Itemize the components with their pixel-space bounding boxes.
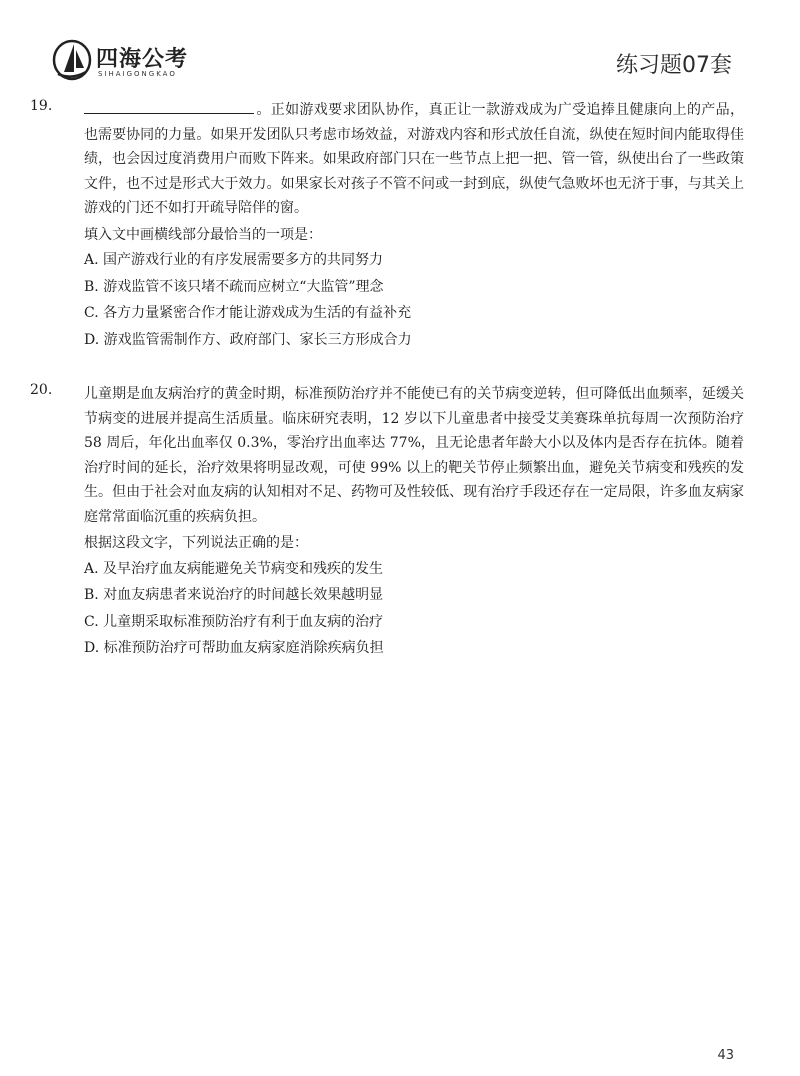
stem-text: 正如游戏要求团队协作，真正让一款游戏成为广受追捧且健康向上的产品，也需要协同的力量。如果开发团队只考虑市场效益，对游戏内容和形式放任自流，纵使在短时间内能取得佳绩，也会因过度消费用户而败下阵来。如果政府部门只在一些节点上把一把、管一管，纵使出台了一些政策文件，也不过是形式大于效力。如果家长对孩子不管不问或一封到底，纵使气急败坏也无济于事，与其关上游戏的门还不如打开疏导陪伴的窗。 [84,102,745,216]
page-header [0,0,800,100]
stem-text: 儿童期是血友病治疗的黄金时期，标准预防治疗并不能使已有的关节病变逆转，但可降低出血频率，延缓关节病变的进展并提高生活质量。临床研究表明，12 岁以下儿童患者中接受艾美赛珠单抗每周一次预防治疗 58 周后，年化出血率仅 0.3%，零治疗出血率达 77%，且无论患者年龄大小以及体内是否存在抗体。随着治疗时间的延长，治疗效果将明显改观，可使 99% 以上的靶关节停止频繁出血，避免关节病变和残疾的发生。但由于社会对血友病的认知相对不足、药物可及性较低、现有治疗手段还存在一定局限，许多血友病家庭常常面临沉重的疾病负担。 [84,386,744,525]
logo-name: 四海公考 [96,47,189,72]
option-d[interactable]: D. 标准预防治疗可帮助血友病家庭消除疾病负担 [84,640,384,656]
option-a[interactable]: A. 及早治疗血友病能避免关节病变和残疾的发生 [84,560,384,577]
answer-blank [84,99,254,114]
question-stem [84,382,744,662]
option-b[interactable]: B. 对血友病患者来说治疗的时间越长效果越明显 [84,587,384,603]
option-a[interactable]: A. 国产游戏行业的有序发展需要多方的共同努力 [84,252,384,268]
page-number: 43 [717,1048,734,1063]
option-b[interactable]: B. 游戏监管不该只堵不疏而应树立“大监管”理念 [84,278,384,295]
brand-logo [52,38,212,84]
question-number: 20. [30,382,53,398]
question-stem [84,98,744,353]
option-c[interactable]: C. 各方力量紧密合作才能让游戏成为生活的有益补充 [84,305,412,321]
logo-subtitle: SIHAIGONGKAO [98,70,177,78]
question-number: 19. [30,98,53,114]
question-instruction: 填入文中画横线部分最恰当的一项是： [84,226,322,243]
blank-tail: 。 [256,102,271,118]
option-c[interactable]: C. 儿童期采取标准预防治疗有利于血友病的治疗 [84,613,384,630]
set-label: 练习题07套 [616,53,732,78]
question-instruction: 根据这段文字，下列说法正确的是： [84,535,308,551]
sailboat-logo-icon [52,38,92,82]
option-d[interactable]: D. 游戏监管需制作方、政府部门、家长三方形成合力 [84,331,412,348]
